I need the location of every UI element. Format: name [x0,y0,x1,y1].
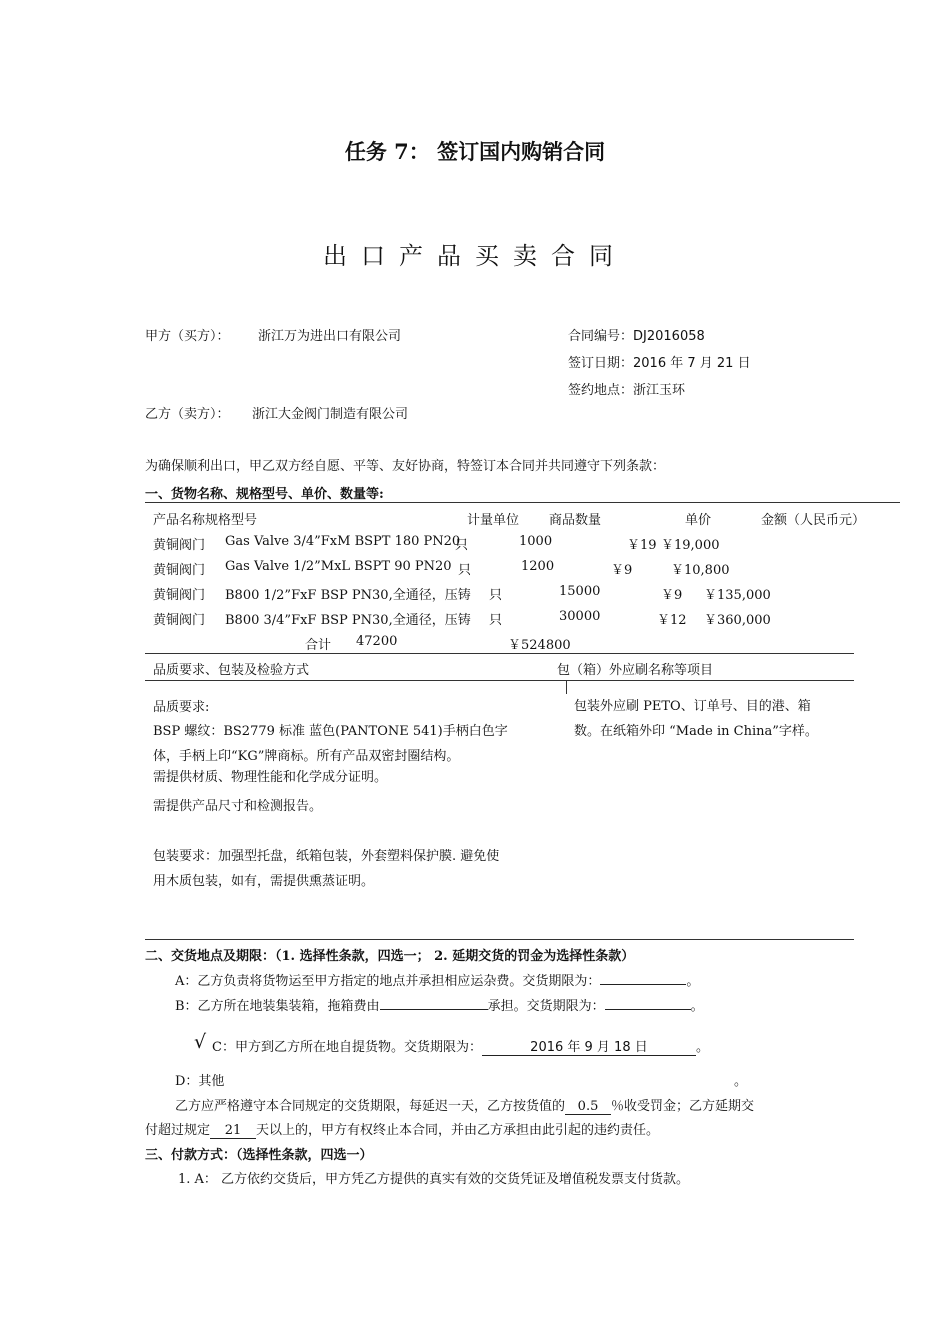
contract-title: 出口产品买卖合同 [323,242,627,270]
penalty-rate: 0.5 [565,1099,611,1115]
seller-name: 浙江大金阀门制造有限公司 [252,407,409,422]
row2-qty: 1200 [521,559,555,574]
option-b-middle: 承担。交货期限为： [487,999,605,1014]
row1-unit: 只 [455,538,469,553]
buyer-label: 甲方（买方）： [145,329,230,344]
row1-price: ￥19 [627,538,657,553]
row1-spec: Gas Valve 3/4”FxM BSPT 180 PN20 [225,534,461,549]
option-a-blank[interactable] [600,984,686,985]
penalty-line-1 [175,1095,754,1115]
quality-column-divider [566,680,567,694]
header-quantity: 商品数量 [549,513,602,528]
task-title: 任务 7： 签订国内购销合同 [344,139,606,164]
row3-unit: 只 [489,588,503,603]
section1-heading: 一、货物名称、规格型号、单价、数量等: [145,487,384,502]
quality-divider [145,680,854,681]
sign-date-label: 签订日期： [568,356,634,371]
row3-spec: B800 1/2”FxF BSP PN30,全通径，压铸 [225,588,471,603]
row3-name: 黄铜阀门 [153,588,206,603]
penalty-text-4: 天以上的，甲方有权终止本合同，并由乙方承担由此引起的违约责任。 [256,1123,660,1138]
contract-number-row [568,325,705,344]
delivery-option-c [212,1036,709,1056]
row2-name: 黄铜阀门 [153,563,206,578]
quality-label: 品质要求: [153,700,210,715]
quality-line-1: BSP 螺纹：BS2779 标准 蓝色(PANTONE 541)手柄白色字 [153,724,508,739]
quality-header: 品质要求、包装及检验方式 [153,663,310,678]
intro-text: 为确保顺利出口，甲乙双方经自愿、平等、友好协商，特签订本合同并共同遵守下列条款： [145,459,666,474]
header-amount: 金额（人民币元） [761,513,866,528]
marking-header: 包（箱）外应刷名称等项目 [557,663,714,678]
table-divider [145,653,854,654]
option-b-date-blank[interactable] [605,1009,691,1010]
row1-qty: 1000 [519,534,553,549]
option-b-party-blank[interactable] [380,1009,488,1010]
row3-qty: 15000 [559,584,601,599]
row3-price: ￥9 [661,588,683,603]
row4-amount: ￥360,000 [704,613,771,628]
option-b-period: 。 [690,999,704,1014]
option-a-text: A：乙方负责将货物运至甲方指定的地点并承担相应运杂费。交货期限为： [175,974,601,989]
option-c-text: C：甲方到乙方所在地自提货物。交货期限为： [212,1040,482,1055]
buyer-name: 浙江万为进出口有限公司 [258,329,402,344]
table-top-border [145,502,900,503]
payment-option-1a: 1. A： 乙方依约交货后，甲方凭乙方提供的真实有效的交货凭证及增值税发票支付货款。 [178,1172,690,1187]
row2-amount: ￥10,800 [671,563,730,578]
quality-line-3: 需提供材质、物理性能和化学成分证明。 [153,770,388,785]
row2-price: ￥9 [611,563,633,578]
sign-place-label: 签约地点： [568,383,634,398]
header-product-name: 产品名称规格型号 [153,513,258,528]
sign-date-row [568,352,751,371]
penalty-line-2 [145,1119,659,1139]
row1-amount: ￥19,000 [661,538,720,553]
section1-bottom-border [145,939,854,940]
row4-unit: 只 [489,613,503,628]
total-amount: ￥524800 [508,638,571,653]
sign-date: 2016 年 7 月 21 日 [633,356,751,371]
marking-line-2: 数。在纸箱外印 “Made in China”字样。 [574,724,818,739]
contract-number-label: 合同编号： [568,329,634,344]
header-unit: 计量单位 [467,513,520,528]
check-mark-icon: √ [194,1031,207,1053]
header-unit-price: 单价 [685,513,712,528]
row2-unit: 只 [458,563,472,578]
penalty-days: 21 [210,1123,256,1139]
total-quantity: 47200 [356,634,398,649]
row2-spec: Gas Valve 1/2”MxL BSPT 90 PN20 [225,559,452,574]
packing-line-1: 包装要求：加强型托盘，纸箱包装，外套塑料保护膜. 避免使 [153,849,500,864]
total-label: 合计 [305,638,332,653]
row4-name: 黄铜阀门 [153,613,206,628]
option-b-text: B：乙方所在地装集装箱，拖箱费由 [175,999,380,1014]
section3-heading: 三、付款方式：（选择性条款，四选一） [145,1148,373,1163]
contract-number: DJ2016058 [633,329,705,344]
marking-line-1: 包装外应刷 PETO、订单号、目的港、箱 [574,699,811,714]
quality-line-2: 体，手柄上印“KG”牌商标。所有产品双密封圈结构。 [153,749,460,764]
row4-price: ￥12 [657,613,687,628]
delivery-option-d: D：其他 [175,1074,225,1089]
seller-label: 乙方（卖方）： [145,407,230,422]
penalty-text-3: 付超过规定 [145,1123,211,1138]
row4-spec: B800 3/4”FxF BSP PN30,全通径，压铸 [225,613,471,628]
penalty-text-1: 乙方应严格遵守本合同规定的交货期限，每延迟一天，乙方按货值的 [175,1099,566,1114]
sign-place: 浙江玉环 [633,383,686,398]
row1-name: 黄铜阀门 [153,538,206,553]
option-d-period: 。 [734,1074,748,1089]
row4-qty: 30000 [559,609,601,624]
sign-place-row [568,379,685,398]
quality-line-4: 需提供产品尺寸和检测报告。 [153,799,323,814]
penalty-text-2: ％收受罚金；乙方延期交 [611,1099,755,1114]
option-a-period: 。 [686,974,700,989]
section2-heading: 二、交货地点及期限：（1. 选择性条款，四选一； 2. 延期交货的罚金为选择性条款） [145,949,635,964]
option-c-date: 2016 年 9 月 18 日 [482,1040,696,1056]
delivery-option-a [175,970,699,989]
option-c-period: 。 [695,1040,709,1055]
row3-amount: ￥135,000 [704,588,771,603]
packing-line-2: 用木质包装，如有，需提供熏蒸证明。 [153,874,375,889]
delivery-option-b [175,995,704,1014]
